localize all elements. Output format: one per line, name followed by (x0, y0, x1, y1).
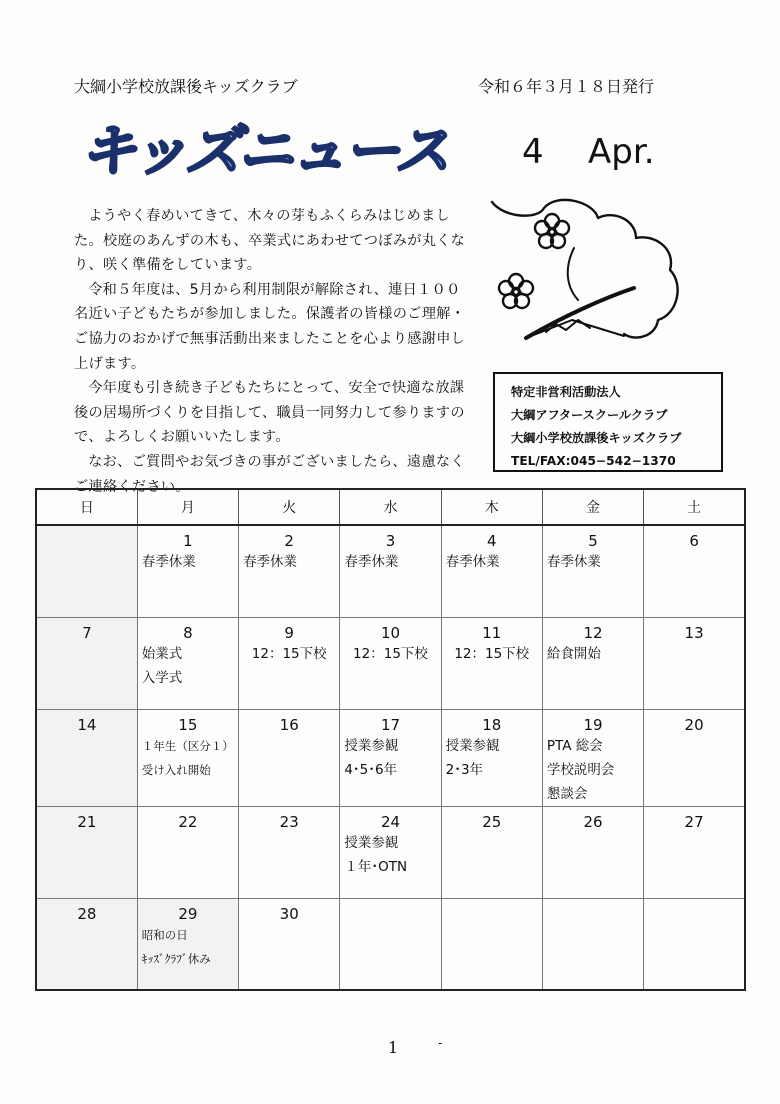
calendar-day-cell (644, 525, 745, 617)
day-number: 7 (82, 623, 92, 642)
calendar-day-cell (340, 806, 441, 898)
weekday-fri: 金 (542, 489, 643, 525)
calendar-week-row (36, 806, 745, 898)
calendar-event: １年生（区分１） (141, 738, 234, 753)
title-text: キッズニュース (80, 119, 448, 184)
calendar-event: 2･3年 (445, 761, 484, 778)
calendar-day-cell (340, 525, 441, 617)
day-number: 24 (380, 812, 401, 831)
calendar-day-cell (239, 709, 340, 806)
calendar-day-cell (137, 806, 238, 898)
day-number: 1 (183, 532, 193, 550)
issue-month: Apr. (588, 132, 655, 172)
calendar-day-cell (239, 525, 340, 617)
calendar-event: １年･OTN (344, 858, 408, 875)
calendar-event: 授業参観 (344, 834, 399, 851)
flower-icon (499, 274, 533, 308)
day-number: 6 (689, 532, 699, 550)
calendar-event: 懇談会 (546, 785, 588, 802)
day-number: 22 (178, 812, 198, 831)
calendar-event: 春季休業 (141, 554, 196, 570)
weekday-thu: 木 (441, 489, 542, 525)
day-number: 2 (284, 532, 294, 550)
calendar-week-row (36, 525, 745, 617)
day-number: 29 (178, 904, 198, 923)
calendar-week-row (36, 617, 745, 709)
newsletter-title (76, 114, 476, 184)
calendar-week-row (36, 898, 745, 990)
weekday-header-row (36, 489, 745, 525)
org-type: 特定非営利活動法人 (511, 385, 621, 399)
calendar-day-cell (542, 806, 643, 898)
calendar-day-cell (340, 709, 441, 806)
calendar-event: 学校説明会 (546, 761, 615, 778)
day-number (547, 899, 639, 905)
calendar-day-cell (36, 898, 137, 990)
calendar-day-cell (441, 709, 542, 806)
calendar-day-cell (137, 898, 238, 990)
calendar-day-cell (644, 806, 745, 898)
day-number: 15 (178, 715, 198, 734)
calendar-event: 入学式 (141, 669, 183, 686)
day-number (648, 899, 740, 905)
calendar-event: 4･5･6年 (344, 761, 398, 778)
calendar-day-cell (644, 617, 745, 709)
calendar-event: 春季休業 (445, 554, 500, 570)
calendar-day-cell (239, 898, 340, 990)
calendar-day-cell (644, 709, 745, 806)
day-number: 14 (77, 715, 97, 734)
calendar-day-cell (239, 617, 340, 709)
calendar-event: 春季休業 (243, 554, 298, 570)
phone-fax: TEL/FAX:045−542−1370 (511, 454, 676, 468)
calendar-day-cell (542, 898, 643, 990)
organization-contact-box (493, 372, 723, 472)
calendar-day-cell (542, 617, 643, 709)
day-number: 28 (77, 904, 97, 923)
day-number: 16 (279, 715, 299, 734)
calendar-day-cell (441, 806, 542, 898)
day-number: 9 (284, 623, 294, 642)
calendar-day-cell (441, 898, 542, 990)
weekday-sat: 土 (644, 489, 745, 525)
calendar-day-cell (36, 617, 137, 709)
calendar-day-cell (340, 898, 441, 990)
day-number: 26 (583, 812, 603, 831)
calendar-day-cell (644, 898, 745, 990)
calendar-event: 12：15下校 (251, 645, 327, 662)
calendar-event: 授業参観 (445, 737, 500, 754)
intro-paragraph-4: なお、ご質問やお気づきの事がございましたら、遠慮なくご連絡ください。 (74, 453, 465, 495)
issue-date: 令和６年３月１８日発行 (478, 77, 655, 96)
issue-number: 4 (522, 132, 544, 172)
day-number: 3 (385, 532, 396, 550)
org-name: 大綱アフタースクールクラブ (511, 408, 668, 422)
weekday-tue: 火 (239, 489, 340, 525)
page-number: 1 (388, 1038, 399, 1057)
calendar-day-cell (137, 525, 238, 617)
day-number: 11 (482, 623, 502, 642)
day-number (344, 899, 436, 905)
weekday-wed: 水 (340, 489, 441, 525)
day-number: 27 (684, 812, 704, 831)
day-number: 13 (684, 623, 704, 642)
calendar-day-cell (441, 617, 542, 709)
calendar-day-cell (542, 525, 643, 617)
calendar-event: 春季休業 (344, 554, 399, 570)
intro-text (74, 204, 466, 499)
calendar-day-cell (441, 525, 542, 617)
day-number: 4 (486, 532, 497, 550)
day-number: 12 (583, 623, 603, 642)
calendar-day-cell (36, 806, 137, 898)
calendar-event: ｷｯｽﾞｸﾗﾌﾞ休み (141, 951, 211, 966)
calendar-event: 給食開始 (546, 645, 601, 662)
calendar-day-cell (36, 525, 137, 617)
flower-icon (535, 214, 569, 248)
intro-paragraph-3: 今年度も引き続き子どもたちにとって、安全で快適な放課後の居場所づくりを目指して、職員一同努力して参りますので、よろしくお願いいたします。 (74, 380, 465, 446)
day-number (446, 899, 538, 905)
day-number: 20 (684, 715, 704, 734)
calendar-day-cell (239, 806, 340, 898)
club-name: 大綱小学校放課後キッズクラブ (74, 77, 298, 96)
calendar-event: 春季休業 (546, 554, 601, 570)
calendar-day-cell (137, 709, 238, 806)
day-number: 21 (77, 812, 97, 831)
calendar-event: 授業参観 (344, 737, 399, 754)
calendar-day-cell (137, 617, 238, 709)
day-number: 25 (482, 812, 502, 831)
day-number: 10 (380, 623, 401, 642)
calendar-day-cell (542, 709, 643, 806)
cherry-blossom-tree-illustration (486, 188, 686, 348)
calendar-event: 昭和の日 (141, 927, 188, 942)
day-number: 23 (279, 812, 299, 831)
day-number: 5 (588, 532, 598, 550)
day-number (41, 526, 133, 532)
april-calendar (35, 488, 746, 991)
calendar-event: 12：15下校 (454, 645, 530, 662)
club-label: 大綱小学校放課後キッズクラブ (511, 431, 682, 445)
calendar-event: PTA 総会 (546, 737, 603, 754)
calendar-event: 受け入れ開始 (141, 762, 211, 777)
weekday-mon: 月 (137, 489, 238, 525)
calendar-event: 始業式 (141, 645, 183, 662)
intro-paragraph-1: ようやく春めいてきて、木々の芽もふくらみはじめました。校庭のあんずの木も、卒業式にあわせてつぼみが丸くなり、咲く準備をしています。 (74, 208, 466, 274)
calendar-day-cell (36, 709, 137, 806)
page-mark: - (438, 1036, 443, 1050)
calendar-event: 12：15下校 (353, 645, 428, 662)
day-number: 8 (183, 623, 193, 642)
intro-paragraph-2: 令和５年度は、5月から利用制限が解除され、連日１００名近い子どもたちが参加しました。保護者の皆様のご理解・ご協力のおかげで無事活動出来ましたことを心より感謝申し上げます。 (74, 281, 466, 372)
day-number: 18 (482, 715, 502, 734)
day-number: 30 (279, 904, 299, 923)
calendar-week-row (36, 709, 745, 806)
weekday-sun: 日 (36, 489, 137, 525)
day-number: 17 (380, 715, 401, 734)
day-number: 19 (583, 715, 603, 734)
calendar-day-cell (340, 617, 441, 709)
